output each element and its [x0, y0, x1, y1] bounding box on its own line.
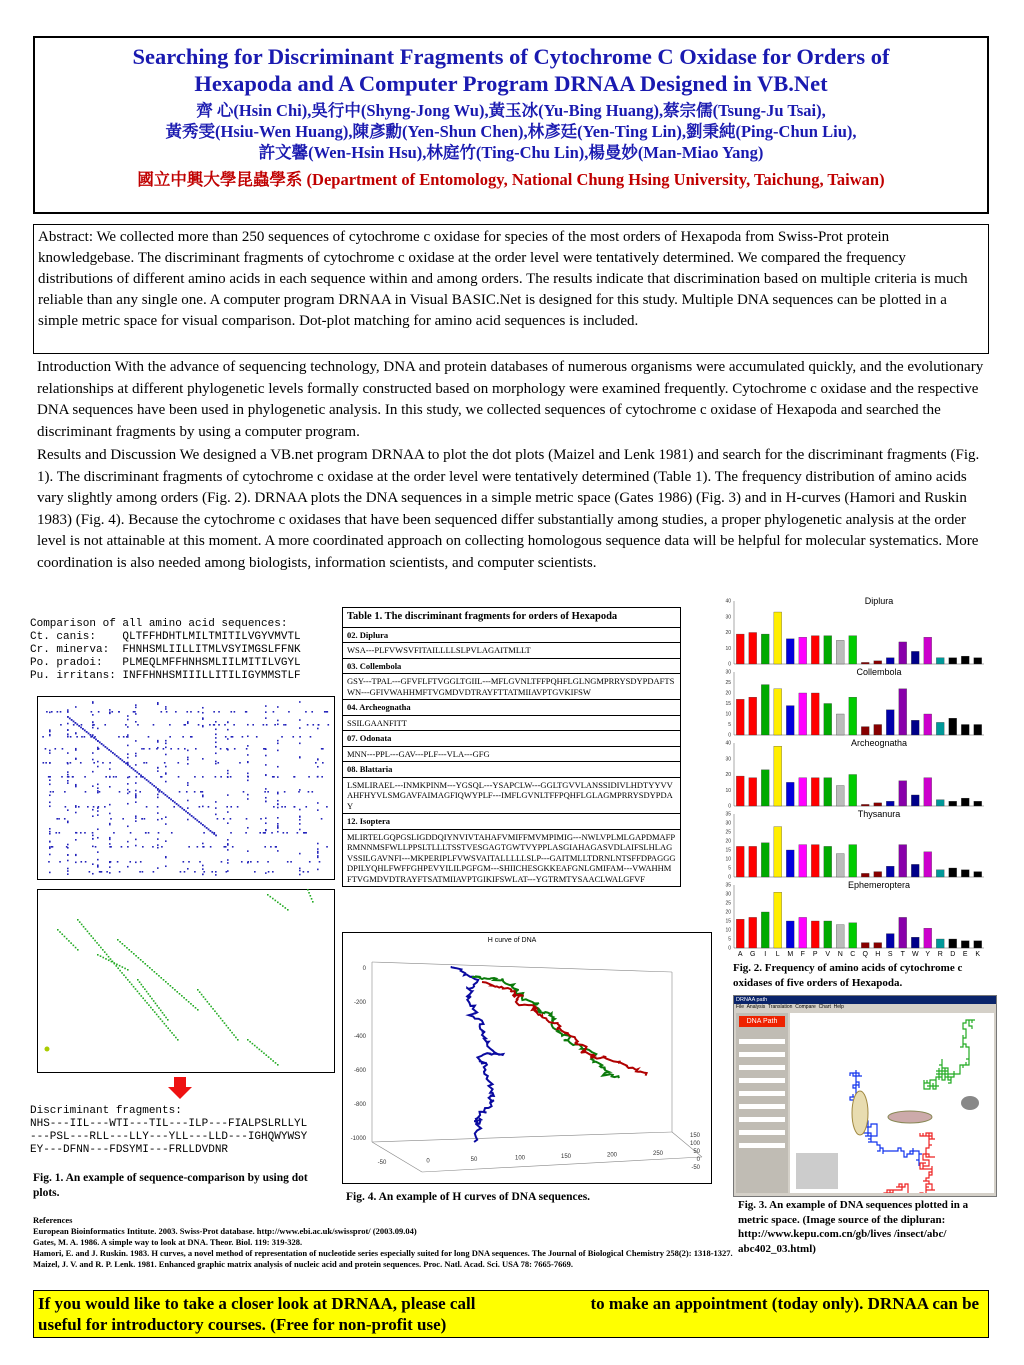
fig2-bar	[874, 872, 882, 877]
table1-order: 07. Odonata	[343, 731, 681, 747]
fig2-bar	[799, 693, 807, 735]
fig1-fragment-3: EY---DFNN---FDSYMI---FRLLDVDNR	[30, 1144, 229, 1156]
fig4-x-tick: 200	[606, 1152, 618, 1159]
fig2-panel	[725, 809, 984, 881]
fig2-bar	[811, 636, 819, 664]
fig2-bar	[924, 778, 932, 806]
fig2-panel-title: Thysanura	[857, 809, 901, 819]
fig2-bar	[949, 658, 957, 664]
fig4-x-tick: 100	[514, 1155, 526, 1162]
fig2-panel	[725, 667, 984, 739]
fig2-bar	[899, 781, 907, 806]
fig2-bar	[749, 697, 757, 735]
fig2-category-label: G	[750, 951, 756, 958]
fig4-x-tick: 150	[560, 1154, 572, 1160]
fig2-bar	[749, 633, 757, 665]
fig2-tick-label: 30	[725, 891, 731, 898]
fig2-bar	[799, 637, 807, 664]
abstract: Abstract: We collected more than 250 sequences of cytochrome c oxidase for species of the most orders of Hexapoda from Swiss-Prot protein knowledgebase. The discriminant fragments of cytochrome c oxidase at the order level were tentatively determined. We compared the frequency distributions of different amino acids in each sequence within and among orders. The results indicate that discrimination based on multiple criteria is much reliable than any single one. A computer program DRNAA in Visual BASIC.Net is designed for this study. Multiple DNA sequences can be plotted in a simple metric space for visual comparison. Dot-plot matching for amino acid sequences is included.	[33, 224, 989, 354]
reference-item: Hamori, E. and J. Ruskin. 1983. H curves, a novel method of representation of nucleotide series especially suited for long DNA sequences. The Journal of Biological Chemistry 258(2): 1318-1327.	[33, 1248, 733, 1258]
fig2-tick-label: 20	[725, 772, 731, 778]
fig3-menubar	[734, 1004, 996, 1011]
fig2-bar	[836, 854, 844, 877]
fig2-bar	[786, 850, 794, 877]
fig2-tick-label: 0	[728, 874, 731, 881]
fig2-bar	[974, 725, 982, 736]
fig4-y-tick: -600	[353, 1068, 366, 1074]
fig2-bar	[786, 921, 794, 948]
affiliation: 國立中興大學昆蟲學系 (Department of Entomology, National Chung Hsing University, Taichung, Taiwan)	[137, 170, 885, 189]
fig2-panel-title: Ephemeroptera	[847, 880, 911, 890]
fig2-tick-label: 15	[725, 701, 731, 707]
fig2-bar	[886, 866, 894, 877]
references-title: References	[33, 1215, 73, 1225]
fig4-border	[343, 933, 712, 1184]
fig2-panel-title: Collembola	[856, 667, 902, 677]
fig2-bar	[761, 912, 769, 948]
fig1-seq-2: Cr. minerva: FHNHSMLIILLITMLVSYIMGSLFFNK	[30, 644, 301, 656]
fig4-y-tick: 0	[362, 966, 366, 972]
introduction: Introduction With the advance of sequencing technology, DNA and protein databases of numerous organisms were accumulated quickly, and the evolutionary relationships at different phylogenetic levels formally constructed based on morphology were examined frequently. Cytochrome c oxidase and the respective DNA sequences have been used in phylogenetic analysis. In this study, we collected sequences of cytochrome c oxidase of Hexapoda and searched the discriminant fragments by using a computer program.	[37, 359, 984, 440]
fig4-y-tick: -800	[353, 1102, 366, 1108]
fig2-category-label: C	[850, 951, 856, 958]
fig2-bar	[874, 943, 882, 948]
fig2-tick-label: 5	[728, 722, 731, 728]
table1-fragment: MNN---PPL---GAV---PLF---VLA---GFG	[343, 746, 681, 762]
fig2-category-label: M	[787, 951, 794, 958]
fig2-bar	[799, 778, 807, 806]
fig2-bar	[974, 801, 982, 806]
fig2-bar	[961, 941, 969, 948]
fig2-bar	[811, 693, 819, 735]
fig2-bar	[761, 634, 769, 664]
fig2-bar	[899, 917, 907, 948]
table1	[342, 607, 681, 887]
fig2-bar	[761, 770, 769, 806]
fig2-bar	[974, 941, 982, 948]
fig2-bar	[861, 662, 869, 664]
fig2-tick-label: 10	[725, 645, 731, 652]
table1-fragment: MLIRTELGQPGSLIGDDQIYNVIVTAHAFVMIFFMVMPIMIG---NWLVPLMLGAPDMAFPRMNNMSFWLLPPSLTLLLTSSTVESGAGTGWTVYPPLASGIAHAGASVDLAIFSLHLAGVSSILGAVNFI---MKPERIPLFVWSVAITALLLLLSLP---GAITMLLTDRNLNTSFFDPAGGGDPILYQHLFWFFGHPEVYILILPGFGM---SHIICHESGKKEAFGNLGMIFAM---VWAHHMFTVGMDVDTRAYFTSATMIIAVPTGIKIFSWLAT---YGTRMTYSAACLWALGFVF	[343, 829, 681, 887]
fig3-controls	[739, 1031, 785, 1151]
fig2-bar	[899, 642, 907, 664]
fig2-bar	[949, 939, 957, 948]
fig2-bar	[849, 636, 857, 664]
fig3-app-window	[733, 995, 997, 1197]
fig2-category-label: N	[837, 951, 843, 958]
fig4-hcurve	[342, 932, 712, 1184]
fig2-bar	[849, 923, 857, 948]
fig2-bar	[899, 845, 907, 877]
fig1-caption: Fig. 1. An example of sequence-comparison by using dot plots.	[33, 1172, 308, 1199]
fig2-bar	[849, 845, 857, 877]
fig2-bar	[874, 661, 882, 664]
fig2-category-label: S	[887, 951, 893, 958]
footer-text-2: to make an appointment (today only). DRNAA can be useful for introductory courses. (Free for non-profit use)	[38, 1294, 980, 1334]
larva-icon	[888, 1111, 932, 1123]
fig2-tick-label: 30	[725, 820, 731, 827]
fig2-bar	[774, 612, 782, 664]
title-line-1: Searching for Discriminant Fragments of Cytochrome C Oxidase for Orders of	[132, 44, 890, 69]
fig2-bar	[949, 868, 957, 877]
fig3-caption: Fig. 3. An example of DNA sequences plotted in a metric space. (Image source of the dipluran: http://www.kepu.com.cn/gb/lives /insect/abc/ abc402_03.html)	[738, 1199, 969, 1255]
fig2-tick-label: 5	[728, 865, 731, 872]
fig3-menu-item[interactable]: Translation	[767, 1004, 793, 1010]
down-arrow-icon	[168, 1077, 192, 1099]
fig1-seq-1: Ct. canis: QLTFFHDHTLMILTMITILVGYVMVTL	[30, 631, 301, 643]
fig2-category-label: F	[800, 951, 805, 958]
fig2-tick-label: 30	[725, 756, 731, 763]
fig4-x-tick: 0	[426, 1158, 430, 1165]
table1-order: 08. Blattaria	[343, 762, 681, 778]
fig2-bar	[824, 921, 832, 948]
fig2-tick-label: 25	[725, 900, 731, 907]
fig2-bar	[774, 827, 782, 877]
fig2-tick-label: 20	[725, 690, 731, 697]
poster-title	[35, 43, 987, 97]
fig2-bar	[786, 782, 794, 806]
table1-fragment: LSMLIRAEL---INMKPINM---YGSQL---YSAPCLW---GGLTGVVLANSSIDIVLHDTYYVVAHFHYVLSMGAVFAIMAGFIQWYPLF---IMFLGVNLTFFPQHFLGLAGMPRRYSDYPDAY	[343, 777, 681, 814]
fig2-bar	[961, 870, 969, 877]
fig2-bar	[974, 658, 982, 664]
fig2-bar	[911, 651, 919, 664]
fig2-tick-label: 0	[728, 803, 731, 810]
fig2-bar	[786, 639, 794, 664]
fig2-bar	[849, 697, 857, 735]
fig2-bar	[824, 778, 832, 806]
fig2-bar	[861, 873, 869, 877]
fig2-bar	[936, 870, 944, 877]
fig2-bar	[924, 928, 932, 948]
fig4-x-tick: 50	[470, 1157, 478, 1163]
fig2-category-label: D	[950, 951, 956, 958]
fig1-comparison	[30, 618, 301, 683]
fig2-bar	[799, 917, 807, 948]
fig1-dotplot-full	[37, 696, 335, 880]
fig2-tick-label: 20	[725, 909, 731, 916]
fig2-bar	[811, 778, 819, 806]
fig2-bar	[824, 636, 832, 664]
title-line-2: Hexapoda and A Computer Program DRNAA Designed in VB.Net	[194, 71, 828, 96]
fig2-tick-label: 10	[725, 711, 731, 718]
fig2-bar	[799, 845, 807, 877]
fig2-bar	[886, 710, 894, 735]
fig4-z-tick: -50	[691, 1165, 700, 1171]
table1-fragment: WSA---PLFVWSVFITAILLLLSLPVLAGAITMLLT	[343, 643, 681, 659]
fig2-category-label: A	[737, 951, 743, 958]
fig2-bar	[836, 786, 844, 806]
fig3-side-panel	[736, 1013, 788, 1193]
fig2-tick-label: 0	[728, 732, 731, 739]
fig2-bar	[886, 658, 894, 664]
fig2-bar	[861, 727, 869, 735]
fig4-y-tick: -200	[353, 1000, 366, 1006]
fig2-tick-label: 30	[725, 669, 731, 676]
fig2-bar	[736, 776, 744, 806]
fig3-menu-item[interactable]: Chart	[818, 1004, 831, 1010]
fig2-bar	[761, 685, 769, 735]
fig2-bar	[774, 746, 782, 806]
table1-fragment: GSY---TPAL---GFVFLFTVGGLTGIIL---MFLGVNLTFFPQHFLGLNGMPRRYSDYPDAFTSWN---GFIVWAHHMFTVGMDVDTRAYFTTATMIIAVPTGVKIFSW	[343, 674, 681, 700]
poster-header	[33, 36, 989, 214]
fig2-tick-label: 10	[725, 787, 731, 794]
fig2-bar	[936, 722, 944, 735]
fig2-panel	[725, 880, 984, 952]
fig1-fragment-1: NHS---IIL---WTI---TIL---ILP---FIALPSLRLLYL	[30, 1118, 308, 1130]
fig2-bar	[936, 939, 944, 948]
dotplot-marker	[45, 1047, 50, 1052]
fig2-category-label: V	[825, 951, 831, 958]
fig2-bar	[736, 634, 744, 664]
fig2-bar	[836, 714, 844, 735]
fig2-bar	[949, 718, 957, 735]
fig4-x-tick: -50	[377, 1160, 387, 1166]
fig2-bar	[911, 937, 919, 948]
dragonfly-image	[796, 1153, 838, 1189]
fig2-bar	[811, 921, 819, 948]
fig2-tick-label: 40	[725, 740, 731, 747]
fig2-bar	[961, 656, 969, 664]
fig2-tick-label: 0	[728, 661, 731, 668]
fig2-category-label: R	[937, 951, 943, 958]
fig2-bar	[924, 714, 932, 735]
fig2-category-label: H	[875, 951, 881, 958]
table1-order: 12. Isoptera	[343, 814, 681, 830]
fig2-bar	[836, 640, 844, 664]
references	[33, 1215, 733, 1270]
fig3-menu-item[interactable]: Help	[833, 1004, 844, 1010]
fig2-caption: Fig. 2. Frequency of amino acids of cytochrome c oxidases of five orders of Hexapoda.	[733, 962, 963, 989]
fig1-fragments	[30, 1105, 307, 1157]
fig4-z-tick: 0	[696, 1157, 700, 1163]
fig1-fragment-2: ---PSL---RLL---LLY---YLL---LLD---IGHQWYWSY	[30, 1131, 308, 1143]
fig2-bar	[749, 846, 757, 877]
table1-order: 04. Archeognatha	[343, 700, 681, 716]
fig3-titlebar: DRNAA path	[734, 996, 996, 1004]
footer-text-1: If you would like to take a closer look at DRNAA, please call	[38, 1294, 476, 1313]
fig2-category-label: W	[911, 951, 919, 958]
reference-item: Maizel, J. V. and R. P. Lenk. 1981. Enhanced graphic matrix analysis of nucleic acid and protein sequences. Proc. Natl. Acad. Sci. USA 78: 7665-7669.	[33, 1259, 574, 1269]
fig2-panel	[725, 738, 984, 810]
fig2-category-label: Y	[925, 951, 931, 958]
fig1-seq-4: Pu. irritans: INFFHNHSMIIILLITILIGYMMSTLF	[30, 670, 301, 682]
fig1-dotplot-filtered	[37, 889, 335, 1073]
fig2-bar	[924, 852, 932, 877]
fig2-bar	[736, 699, 744, 735]
fig2-bar	[761, 843, 769, 877]
fig3-menu-item[interactable]: File	[736, 1004, 745, 1010]
dotplot-full-border	[38, 697, 335, 880]
fig2-category-label: Q	[862, 951, 868, 958]
footer-banner	[33, 1290, 989, 1338]
fig2-tick-label: 35	[725, 882, 731, 889]
fig2-bar	[736, 919, 744, 948]
results-discussion: Results and Discussion We designed a VB.net program DRNAA to plot the dot plots (Maizel and Lenk 1981) and search for the discriminant fragments (Fig. 1). The discriminant fragments of cytochrome c oxidase at the order level were tentatively determined (Table 1). The frequency distribution of amino acids vary slightly among orders (Fig. 2). DRNAA plots the DNA sequences in a simple metric space (Gates 1986) (Fig. 3) and in H-curves (Hamori and Ruskin 1983) (Fig. 4). Because the cytochrome c oxidases that have been sequenced differ substantially among studies, a proper phylogenetic analysis at the order level is not attainable at this moment. A more coordinated approach on collecting homologous sequence data will be helpful for molecular systematics. More coordination is also needed among biologists, information scientists, and computer scientists.	[37, 447, 980, 571]
authors-line-3: 許文馨(Wen-Hsin Hsu),林庭竹(Ting-Chu Lin),楊曼妙(Man-Miao Yang)	[258, 143, 764, 162]
fig3-dna-path-label: DNA Path	[739, 1016, 785, 1027]
fig2-tick-label: 20	[725, 838, 731, 845]
fig2-charts	[712, 595, 992, 960]
fig2-tick-label: 30	[725, 614, 731, 621]
fig2-bar	[874, 803, 882, 806]
fig4-z-tick: 50	[693, 1149, 700, 1155]
reference-item: European Bioinformatics Intitute. 2003. Swiss-Prot database. http://www.ebi.ac.uk/swissprot/ (2003.09.04)	[33, 1226, 417, 1236]
fig2-bar	[836, 925, 844, 948]
fig4-x-tick: 250	[652, 1151, 664, 1157]
fig2-bar	[874, 725, 882, 736]
table1-fragment: SSILGAANFITT	[343, 715, 681, 731]
fig2-tick-label: 15	[725, 918, 731, 925]
fig2-category-label: L	[775, 951, 780, 958]
fig2-tick-label: 10	[725, 927, 731, 934]
table1-title: Table 1. The discriminant fragments for orders of Hexapoda	[343, 608, 681, 628]
fig1-seq-3: Po. pradoi: PLMEQLMFFHNHSMLIILMITILVGYL	[30, 657, 301, 669]
fig2-bar	[911, 795, 919, 806]
fig2-bar	[736, 846, 744, 877]
dipluran-insect-icon	[852, 1091, 868, 1135]
fig2-panel	[725, 596, 984, 668]
fig1-fragments-title: Discriminant fragments:	[30, 1105, 182, 1117]
authors-line-2: 黃秀雯(Hsiu-Wen Huang),陳彥勳(Yen-Shun Chen),林彥廷(Yen-Ting Lin),劉秉純(Ping-Chun Liu),	[165, 122, 857, 141]
fig2-bar	[974, 872, 982, 877]
fig2-bar	[961, 798, 969, 806]
fig1-comparison-title: Comparison of all amino acid sequences:	[30, 618, 288, 630]
fig2-bar	[886, 934, 894, 948]
fig4-chart-title: H curve of DNA	[487, 937, 537, 944]
fig2-bar	[924, 637, 932, 664]
table1-order: 02. Diplura	[343, 627, 681, 643]
fig2-bar	[936, 658, 944, 664]
fig2-bar	[861, 943, 869, 948]
fig2-bar	[911, 720, 919, 735]
fig2-bar	[899, 689, 907, 735]
fig2-panel-title: Archeognatha	[850, 738, 908, 748]
fig2-category-label: I	[764, 951, 767, 958]
authors-line-1: 齊 心(Hsin Chi),吳行中(Shyng-Jong Wu),黃玉冰(Yu-Bing Huang),蔡宗儒(Tsung-Ju Tsai),	[196, 101, 826, 120]
fig2-bar	[749, 917, 757, 948]
fly-icon	[961, 1096, 979, 1110]
fig2-tick-label: 0	[728, 945, 731, 952]
fig2-category-label: K	[975, 951, 981, 958]
fig2-bar	[749, 778, 757, 806]
fig2-bar	[961, 725, 969, 736]
fig2-category-label: E	[962, 951, 968, 958]
fig2-bar	[949, 801, 957, 806]
fig2-tick-label: 25	[725, 680, 731, 686]
fig4-z-tick: 150	[689, 1133, 700, 1139]
fig2-tick-label: 25	[725, 829, 731, 836]
fig2-bar	[936, 800, 944, 806]
fig4-z-tick: 100	[689, 1141, 700, 1147]
fig2-tick-label: 10	[725, 856, 731, 863]
fig3-menu-item[interactable]: Compare	[795, 1004, 816, 1010]
fig2-category-label: T	[900, 951, 905, 958]
fig2-tick-label: 20	[725, 630, 731, 636]
fig2-bar	[774, 689, 782, 735]
fig2-bar	[824, 704, 832, 736]
fig2-bar	[811, 845, 819, 877]
fig2-tick-label: 5	[728, 936, 731, 943]
reference-item: Gates, M. A. 1986. A simple way to look at DNA. Theor. Biol. 119: 319-328.	[33, 1237, 303, 1247]
fig2-tick-label: 35	[725, 811, 731, 818]
fig3-menu-item[interactable]: Analysis	[746, 1004, 766, 1010]
fig2-panel-title: Diplura	[864, 596, 894, 606]
fig4-y-tick: -400	[353, 1034, 366, 1040]
fig3-plot	[790, 1013, 994, 1193]
table1-order: 03. Collembola	[343, 658, 681, 674]
fig4-y-tick: -1000	[350, 1136, 366, 1142]
fig2-bar	[849, 775, 857, 807]
fig2-bar	[774, 892, 782, 948]
dotplot-filtered-border	[38, 890, 335, 1073]
fig2-tick-label: 15	[725, 847, 731, 854]
fig2-bar	[786, 706, 794, 735]
fig4-caption: Fig. 4. An example of H curves of DNA sequences.	[346, 1191, 591, 1203]
fig2-category-label: P	[812, 951, 818, 958]
fig2-tick-label: 40	[725, 598, 731, 605]
fig2-bar	[824, 846, 832, 877]
fig2-bar	[911, 864, 919, 877]
fig2-bar	[886, 801, 894, 806]
fig2-bar	[861, 804, 869, 806]
